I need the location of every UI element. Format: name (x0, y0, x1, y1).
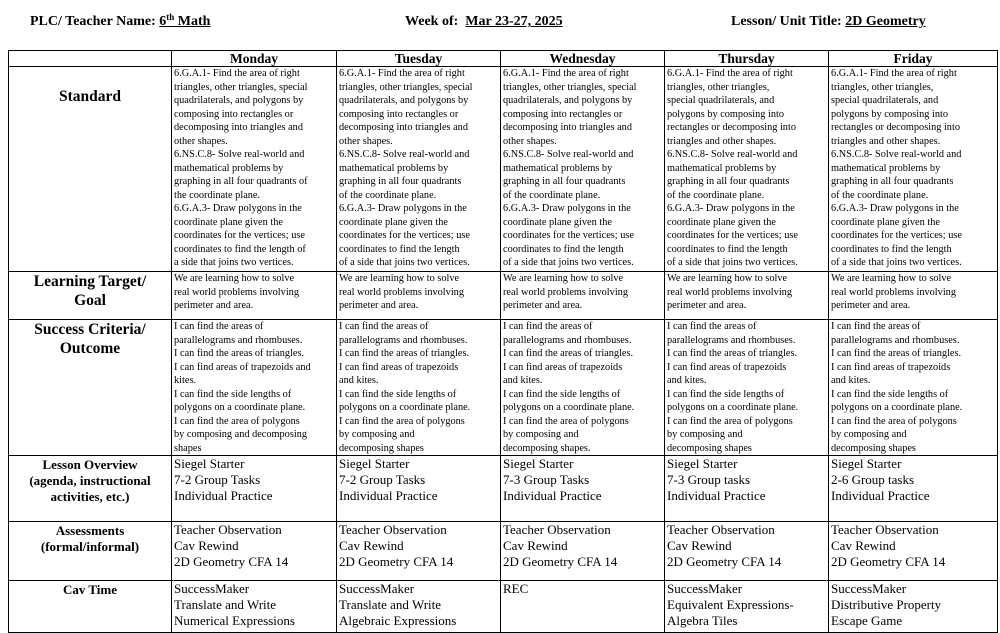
cell-line: I can find the side lengths of (667, 388, 785, 400)
cell-line: triangles, other triangles, special (174, 81, 308, 93)
cell-line: I can find the area of polygons (503, 415, 629, 427)
day-header-wednesday: Wednesday (501, 51, 665, 67)
week-field (405, 14, 563, 30)
cell-line: Teacher Observation (831, 522, 939, 537)
cell-line: Cav Rewind (667, 538, 732, 553)
cell-line: and kites. (831, 375, 871, 386)
cell-line: Teacher Observation (667, 522, 775, 537)
cell-line: mathematical problems by (667, 162, 777, 174)
cell-line: Siegel Starter (667, 456, 738, 471)
cell-line: Siegel Starter (831, 456, 902, 471)
cell-line: Equivalent Expressions- (667, 597, 794, 612)
cell-line: decomposing shapes (831, 442, 916, 454)
cell-line: kites. (174, 375, 197, 386)
cell-line: 6.G.A.3- Draw polygons in the (831, 203, 959, 214)
cell-line: I can find areas of trapezoids (667, 361, 787, 373)
standard-cell (172, 67, 337, 272)
cell-line: perimeter and area. (339, 300, 419, 311)
cell-line: 2D Geometry CFA 14 (831, 554, 946, 569)
cell-line: of a side that joins two vertices. (831, 257, 962, 268)
cell-line: decomposing shapes. (503, 442, 591, 454)
cell-line: We are learning how to solve (339, 273, 460, 284)
cell-line: We are learning how to solve (831, 273, 952, 284)
cell-line: coordinate plane given the (174, 216, 283, 228)
cell-line: by composing and (667, 429, 743, 440)
cell-line: decomposing shapes (667, 442, 752, 454)
lesson-overview-row (9, 456, 998, 522)
cav-time-row (9, 581, 998, 633)
cell-line: coordinates for the vertices; use (667, 230, 798, 241)
cell-line: composing into rectangles or (174, 108, 294, 120)
cell-line: decomposing into triangles and (503, 122, 632, 133)
cell-line: coordinates for the vertices; use (831, 230, 962, 241)
cell-line: I can find the areas of triangles. (503, 348, 634, 359)
cell-line: I can find the side lengths of (831, 388, 949, 400)
cell-line: I can find the areas of triangles. (174, 348, 305, 359)
cell-line: coordinates to find the length of (174, 243, 306, 255)
success-criteria-row (9, 320, 998, 456)
cell-line: Algebra Tiles (667, 613, 738, 628)
cell-line: We are learning how to solve (503, 273, 624, 284)
cell-line: coordinates for the vertices; use (503, 230, 634, 241)
cell-line: coordinates for the vertices; use (174, 230, 305, 241)
cell-line: polygons on a coordinate plane. (339, 402, 471, 413)
cell-line: real world problems involving (667, 286, 792, 298)
cell-line: of a side that joins two vertices. (667, 257, 798, 268)
cell-line: perimeter and area. (831, 300, 911, 311)
cell-line: I can find the side lengths of (503, 388, 621, 400)
cell-line: Siegel Starter (339, 456, 410, 471)
cell-line: I can find the side lengths of (339, 388, 457, 400)
cell-line: 6.NS.C.8- Solve real-world and (667, 149, 798, 160)
learning-target-row (9, 272, 998, 320)
cell-line: graphing in all four quadrants (667, 176, 790, 187)
assessments-cell (665, 522, 829, 581)
cell-line: parallelograms and rhombuses. (667, 334, 796, 346)
cell-line: composing into rectangles or (503, 108, 623, 120)
week-label: Week of: (405, 14, 459, 29)
cell-line: Teacher Observation (174, 522, 282, 537)
assessments-cell (337, 522, 501, 581)
cell-line: Individual Practice (667, 488, 766, 503)
corner-cell (9, 51, 172, 67)
teacher-name-field (30, 14, 210, 30)
cell-line: SuccessMaker (831, 581, 907, 596)
cell-line: graphing in all four quadrants of (174, 176, 308, 187)
cell-line: Numerical Expressions (174, 613, 295, 628)
cell-line: I can find the areas of (339, 321, 429, 332)
cell-line: real world problems involving (339, 286, 464, 298)
cell-line: 7-2 Group Tasks (174, 472, 261, 487)
cell-line: Escape Game (831, 613, 903, 628)
cell-line: real world problems involving (503, 286, 628, 298)
cell-line: decomposing into triangles and (174, 122, 303, 133)
cell-line: 7-2 Group Tasks (339, 472, 426, 487)
cell-line: 6.NS.C.8- Solve real-world and (831, 149, 962, 160)
cell-line: graphing in all four quadrants (339, 176, 462, 187)
cell-line: of the coordinate plane. (831, 189, 929, 201)
lesson-overview-cell (501, 456, 665, 522)
cell-line: 6.G.A.3- Draw polygons in the (339, 203, 467, 214)
cell-line: a side that joins two vertices. (174, 257, 294, 268)
cell-line: of the coordinate plane. (503, 189, 601, 201)
lesson-overview-cell (665, 456, 829, 522)
cell-line: polygons on a coordinate plane. (831, 402, 963, 413)
cell-line: mathematical problems by (831, 162, 941, 174)
cell-line: polygons by composing into (831, 108, 948, 120)
cell-line: and kites. (667, 375, 707, 386)
cell-line: I can find the areas of (174, 321, 264, 332)
cell-line: polygons on a coordinate plane. (503, 402, 635, 413)
cell-line: mathematical problems by (503, 162, 613, 174)
cav-time-cell (172, 581, 337, 633)
lesson-overview-cell (172, 456, 337, 522)
cell-line: triangles and other shapes. (667, 135, 777, 147)
cell-line: special quadrilaterals, and (667, 95, 775, 106)
cell-line: Cav Rewind (339, 538, 404, 553)
assessments-cell (829, 522, 998, 581)
teacher-name-value: 6th Math (159, 12, 211, 29)
cell-line: polygons on a coordinate plane. (174, 402, 306, 413)
standard-cell (501, 67, 665, 272)
cell-line: 6.G.A.3- Draw polygons in the (503, 203, 631, 214)
cell-line: graphing in all four quadrants (503, 176, 626, 187)
cell-line: triangles, other triangles, (831, 81, 934, 93)
lesson-overview-cell (337, 456, 501, 522)
cell-line: I can find the area of polygons (339, 415, 465, 427)
cell-line: quadrilaterals, and polygons by (503, 95, 633, 106)
cell-line: 2D Geometry CFA 14 (667, 554, 782, 569)
cell-line: the coordinate plane. (174, 189, 261, 201)
cell-line: 6.G.A.1- Find the area of right (339, 68, 465, 79)
success-criteria-label: Success Criteria/ Outcome (9, 320, 172, 456)
cell-line: SuccessMaker (339, 581, 415, 596)
cell-line: 7-3 Group tasks (667, 472, 751, 487)
assessments-row (9, 522, 998, 581)
cell-line: Siegel Starter (503, 456, 574, 471)
cell-line: Cav Rewind (503, 538, 568, 553)
lesson-overview-label: Lesson Overview (agenda, instructional activities, etc.) (9, 456, 172, 522)
day-header-tuesday: Tuesday (337, 51, 501, 67)
cell-line: 7-3 Group Tasks (503, 472, 590, 487)
cell-line: Siegel Starter (174, 456, 245, 471)
day-header-monday: Monday (172, 51, 337, 67)
cav-time-cell (337, 581, 501, 633)
cell-line: 2D Geometry CFA 14 (339, 554, 454, 569)
cav-time-cell (665, 581, 829, 633)
cell-line: mathematical problems by (174, 162, 284, 174)
assessments-cell (501, 522, 665, 581)
cell-line: Cav Rewind (174, 538, 239, 553)
cell-line: 6.G.A.1- Find the area of right (667, 68, 793, 79)
day-header-thursday: Thursday (665, 51, 829, 67)
cell-line: coordinates to find the length (831, 243, 952, 255)
cell-line: coordinate plane given the (831, 216, 940, 228)
cell-line: Individual Practice (339, 488, 438, 503)
lesson-plan-table (8, 50, 998, 633)
day-header-row (9, 51, 998, 67)
cell-line: other shapes. (174, 135, 228, 147)
cell-line: I can find the area of polygons (174, 415, 300, 427)
success-criteria-cell (829, 320, 998, 456)
cell-line: 6.G.A.1- Find the area of right (503, 68, 629, 79)
cell-line: Teacher Observation (339, 522, 447, 537)
cell-line: shapes (174, 442, 202, 454)
standard-cell (829, 67, 998, 272)
cell-line: 6.NS.C.8- Solve real-world and (174, 149, 305, 160)
cav-time-cell (829, 581, 998, 633)
cell-line: Cav Rewind (831, 538, 896, 553)
cell-line: Translate and Write (339, 597, 442, 612)
cell-line: triangles, other triangles, special (339, 81, 473, 93)
learning-target-cell (829, 272, 998, 320)
cell-line: quadrilaterals, and polygons by (174, 95, 304, 106)
learning-target-label: Learning Target/ Goal (9, 272, 172, 320)
cell-line: graphing in all four quadrants (831, 176, 954, 187)
cell-line: 2D Geometry CFA 14 (174, 554, 289, 569)
day-header-friday: Friday (829, 51, 998, 67)
cell-line: I can find the areas of (667, 321, 757, 332)
cell-line: coordinates for the vertices; use (339, 230, 470, 241)
cell-line: I can find the area of polygons (831, 415, 957, 427)
cell-line: Algebraic Expressions (339, 613, 457, 628)
cell-line: I can find the areas of triangles. (339, 348, 470, 359)
lesson-title-value: 2D Geometry (845, 14, 926, 29)
cell-line: parallelograms and rhombuses. (831, 334, 960, 346)
teacher-name-label: PLC/ Teacher Name: (30, 14, 156, 29)
cell-line: of the coordinate plane. (339, 189, 437, 201)
cell-line: 2D Geometry CFA 14 (503, 554, 618, 569)
success-criteria-cell (501, 320, 665, 456)
cell-line: coordinates to find the length (339, 243, 460, 255)
cell-line: I can find the areas of (831, 321, 921, 332)
cell-line: Teacher Observation (503, 522, 611, 537)
cell-line: coordinate plane given the (667, 216, 776, 228)
cell-line: of the coordinate plane. (667, 189, 765, 201)
cell-line: 6.G.A.3- Draw polygons in the (667, 203, 795, 214)
cell-line: triangles, other triangles, special (503, 81, 637, 93)
cell-line: 2-6 Group tasks (831, 472, 915, 487)
cell-line: I can find areas of trapezoids (339, 361, 459, 373)
cell-line: Individual Practice (831, 488, 930, 503)
cell-line: 6.NS.C.8- Solve real-world and (339, 149, 470, 160)
cell-line: rectangles or decomposing into (667, 122, 796, 133)
lesson-overview-cell (829, 456, 998, 522)
cell-line: I can find the side lengths of (174, 388, 292, 400)
cell-line: parallelograms and rhombuses. (174, 334, 303, 346)
cell-line: triangles and other shapes. (831, 135, 941, 147)
cell-line: 6.G.A.3- Draw polygons in the (174, 203, 302, 214)
cell-line: by composing and (831, 429, 907, 440)
cell-line: and kites. (339, 375, 379, 386)
success-criteria-cell (172, 320, 337, 456)
cell-line: 6.NS.C.8- Solve real-world and (503, 149, 634, 160)
lesson-title-label: Lesson/ Unit Title: (731, 14, 842, 29)
plan-header (0, 14, 1000, 36)
cell-line: decomposing into triangles and (339, 122, 468, 133)
cell-line: coordinates to find the length (667, 243, 788, 255)
cell-line: Individual Practice (174, 488, 273, 503)
cell-line: and kites. (503, 375, 543, 386)
cell-line: decomposing shapes (339, 442, 424, 454)
cell-line: Distributive Property (831, 597, 942, 612)
cell-line: I can find areas of trapezoids (831, 361, 951, 373)
cell-line: Translate and Write (174, 597, 277, 612)
cell-line: coordinate plane given the (339, 216, 448, 228)
cell-line: by composing and (339, 429, 415, 440)
cell-line: 6.G.A.1- Find the area of right (174, 68, 300, 79)
standard-row (9, 67, 998, 272)
cell-line: SuccessMaker (667, 581, 743, 596)
cell-line: I can find areas of trapezoids (503, 361, 623, 373)
cell-line: composing into rectangles or (339, 108, 459, 120)
learning-target-cell (501, 272, 665, 320)
cell-line: triangles, other triangles, (667, 81, 770, 93)
cell-line: of a side that joins two vertices. (339, 257, 470, 268)
learning-target-cell (665, 272, 829, 320)
cell-line: I can find areas of trapezoids and (174, 361, 311, 373)
cell-line: special quadrilaterals, and (831, 95, 939, 106)
cell-line: polygons by composing into (667, 108, 784, 120)
learning-target-cell (337, 272, 501, 320)
lesson-title-field (731, 14, 926, 30)
cell-line: of a side that joins two vertices. (503, 257, 634, 268)
cell-line: perimeter and area. (667, 300, 747, 311)
standard-cell (337, 67, 501, 272)
cell-line: mathematical problems by (339, 162, 449, 174)
cav-time-cell (501, 581, 665, 633)
cell-line: by composing and decomposing (174, 429, 307, 440)
cell-line: We are learning how to solve (174, 273, 295, 284)
cell-line: rectangles or decomposing into (831, 122, 960, 133)
cell-line: real world problems involving (831, 286, 956, 298)
cav-time-label: Cav Time (9, 581, 172, 633)
cell-line: perimeter and area. (503, 300, 583, 311)
cell-line: I can find the areas of triangles. (667, 348, 798, 359)
cell-line: parallelograms and rhombuses. (503, 334, 632, 346)
cell-line: REC (503, 581, 529, 596)
assessments-label: Assessments (formal/informal) (9, 522, 172, 581)
cell-line: 6.G.A.1- Find the area of right (831, 68, 957, 79)
cell-line: quadrilaterals, and polygons by (339, 95, 469, 106)
cell-line: by composing and (503, 429, 579, 440)
assessments-cell (172, 522, 337, 581)
learning-target-cell (172, 272, 337, 320)
cell-line: SuccessMaker (174, 581, 250, 596)
cell-line: polygons on a coordinate plane. (667, 402, 799, 413)
standard-cell (665, 67, 829, 272)
cell-line: Individual Practice (503, 488, 602, 503)
cell-line: coordinate plane given the (503, 216, 612, 228)
standard-label: Standard (9, 67, 172, 272)
cell-line: parallelograms and rhombuses. (339, 334, 468, 346)
cell-line: other shapes. (339, 135, 393, 147)
cell-line: real world problems involving (174, 286, 299, 298)
cell-line: I can find the areas of (503, 321, 593, 332)
cell-line: I can find the areas of triangles. (831, 348, 962, 359)
cell-line: I can find the area of polygons (667, 415, 793, 427)
cell-line: coordinates to find the length (503, 243, 624, 255)
cell-line: We are learning how to solve (667, 273, 788, 284)
success-criteria-cell (337, 320, 501, 456)
cell-line: perimeter and area. (174, 300, 254, 311)
cell-line: other shapes. (503, 135, 557, 147)
success-criteria-cell (665, 320, 829, 456)
week-value: Mar 23-27, 2025 (465, 14, 563, 29)
